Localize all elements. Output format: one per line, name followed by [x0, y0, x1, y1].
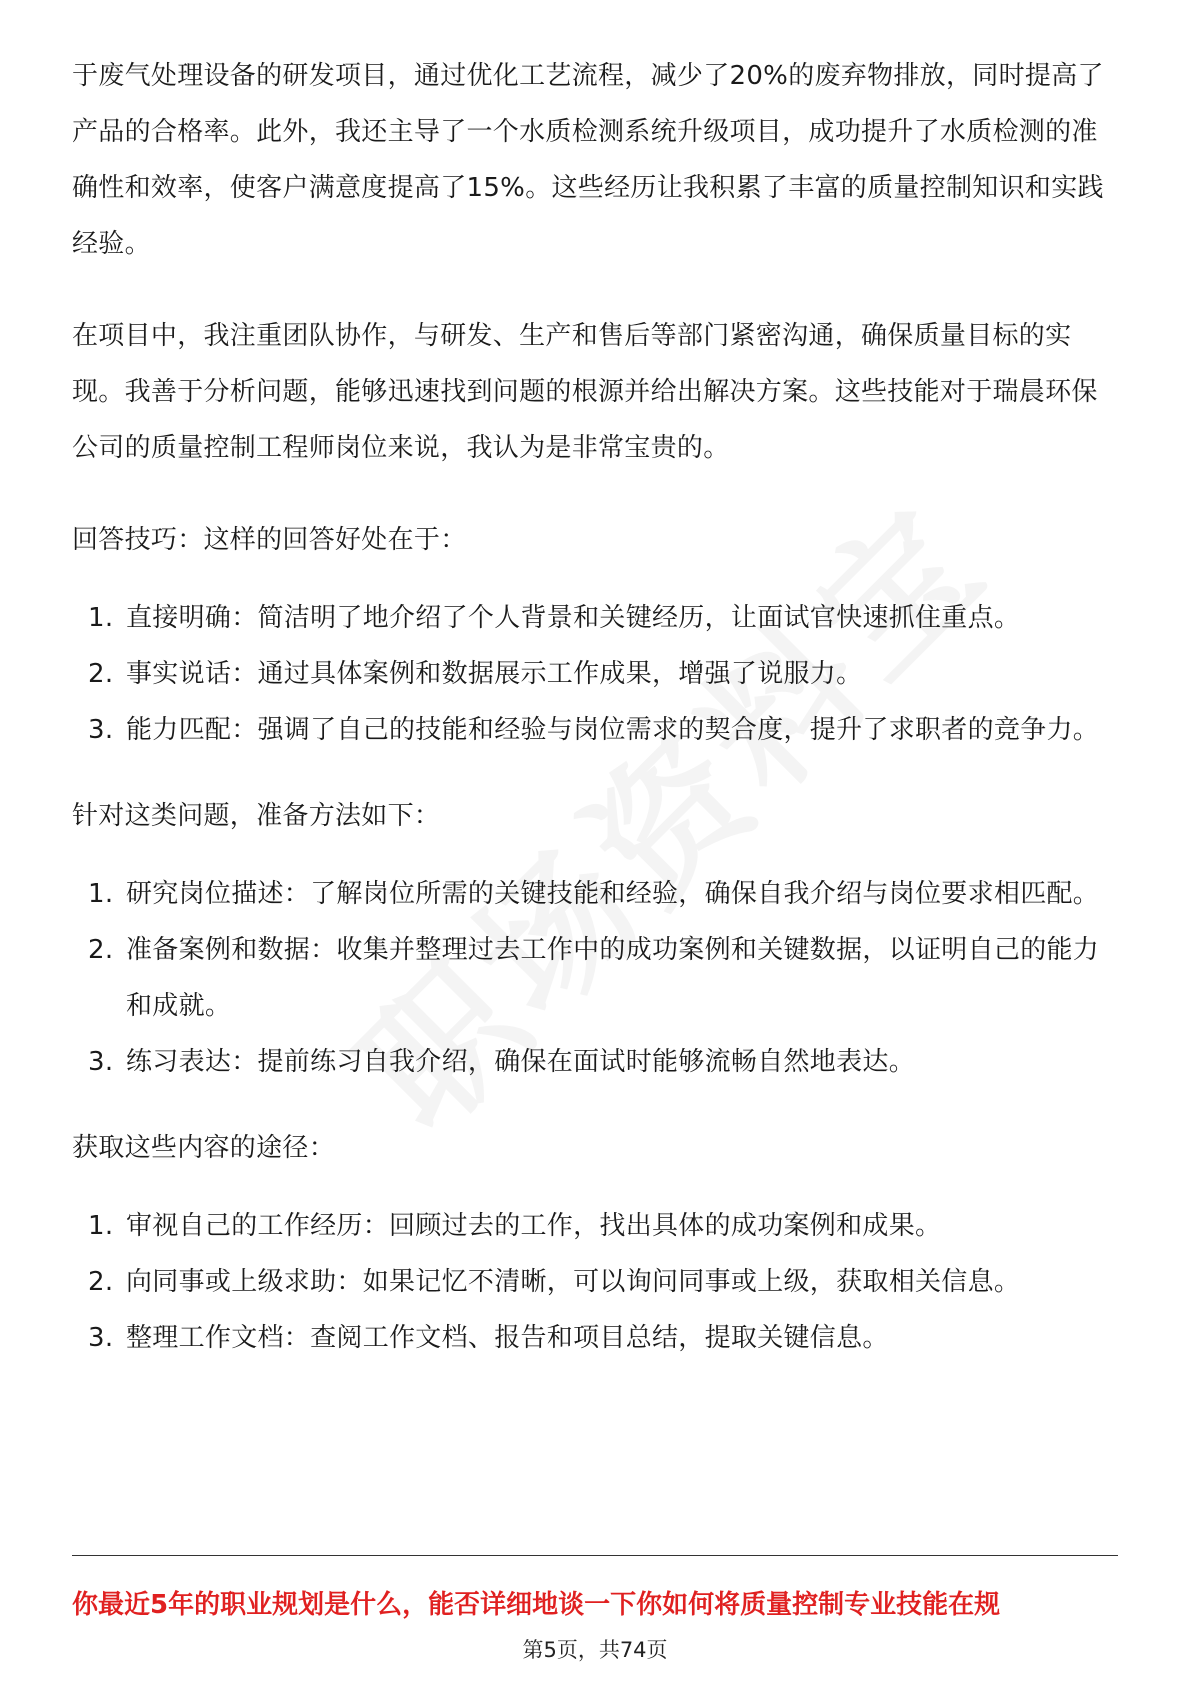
list-number: 2.	[88, 659, 114, 689]
list-number: 1.	[88, 603, 114, 633]
prep-heading: 针对这类问题，准备方法如下：	[72, 801, 441, 831]
footer-divider	[72, 1555, 1118, 1556]
list-item-text: 向同事或上级求助：如果记忆不清晰，可以询问同事或上级，获取相关信息。	[126, 1267, 1021, 1297]
paragraph-experience: 于废气处理设备的研发项目，通过优化工艺流程，减少了20%的废弃物排放，同时提高了产品的合格率。此外，我还主导了一个水质检测系统升级项目，成功提升了水质检测的准确性和效率，使客户满意度提高了15%。这些经历让我积累了丰富的质量控制知识和实践经验。	[72, 61, 1104, 259]
list-item-text: 整理工作文档：查阅工作文档、报告和项目总结，提取关键信息。	[126, 1323, 889, 1353]
list-item	[72, 1310, 1118, 1366]
list-number: 1.	[88, 879, 114, 909]
list-item	[72, 1254, 1118, 1310]
list-item	[72, 590, 1118, 646]
tips-list	[72, 590, 1118, 758]
list-item	[72, 1034, 1118, 1090]
list-number: 3.	[88, 1323, 114, 1353]
list-number: 2.	[88, 935, 114, 965]
list-item	[72, 702, 1118, 758]
list-item	[72, 646, 1118, 702]
list-number: 1.	[88, 1211, 114, 1241]
list-item-text: 练习表达：提前练习自我介绍，确保在面试时能够流畅自然地表达。	[126, 1047, 916, 1077]
list-item-text: 能力匹配：强调了自己的技能和经验与岗位需求的契合度，提升了求职者的竞争力。	[126, 715, 1100, 745]
list-item-text: 准备案例和数据：收集并整理过去工作中的成功案例和关键数据，以证明自己的能力和成就。	[126, 935, 1100, 1021]
list-item	[72, 922, 1118, 1034]
list-number: 3.	[88, 715, 114, 745]
list-number: 2.	[88, 1267, 114, 1297]
paragraph-skills: 在项目中，我注重团队协作，与研发、生产和售后等部门紧密沟通，确保质量目标的实现。我善于分析问题，能够迅速找到问题的根源并给出解决方案。这些技能对于瑞晨环保公司的质量控制工程师岗位来说，我认为是非常宝贵的。	[72, 321, 1098, 463]
list-item-text: 研究岗位描述：了解岗位所需的关键技能和经验，确保自我介绍与岗位要求相匹配。	[126, 879, 1100, 909]
list-item-text: 事实说话：通过具体案例和数据展示工作成果，增强了说服力。	[126, 659, 863, 689]
sources-heading: 获取这些内容的途径：	[72, 1133, 336, 1163]
list-item-text: 直接明确：简洁明了地介绍了个人背景和关键经历，让面试官快速抓住重点。	[126, 603, 1021, 633]
sources-list	[72, 1198, 1118, 1366]
tips-heading: 回答技巧：这样的回答好处在于：	[72, 525, 467, 555]
document-body	[72, 48, 1118, 1396]
list-item	[72, 866, 1118, 922]
prep-list	[72, 866, 1118, 1090]
next-question-link[interactable]: 你最近5年的职业规划是什么，能否详细地谈一下你如何将质量控制专业技能在规	[72, 1590, 1001, 1620]
list-item	[72, 1198, 1118, 1254]
list-number: 3.	[88, 1047, 114, 1077]
list-item-text: 审视自己的工作经历：回顾过去的工作，找出具体的成功案例和成果。	[126, 1211, 942, 1241]
page-number: 第5页，共74页	[522, 1638, 668, 1662]
